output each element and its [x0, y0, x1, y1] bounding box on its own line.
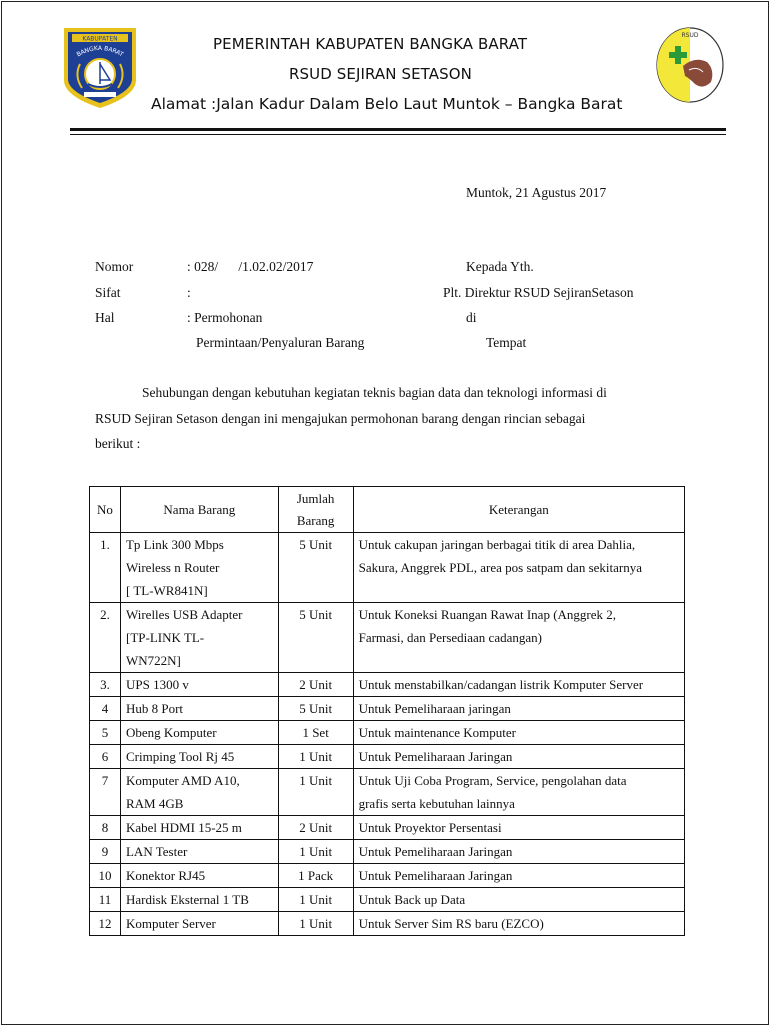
cell-name-line: Hardisk Eksternal 1 TB [125, 892, 249, 907]
cell-note-line: Untuk Pemeliharaan Jaringan [358, 844, 513, 859]
cell-name [120, 840, 278, 864]
cell-note-line: Farmasi, dan Persediaan cadangan) [358, 630, 542, 645]
header-qty-line-2: Barang [296, 512, 335, 528]
cell-name [120, 603, 278, 673]
cell-note [353, 673, 684, 697]
cell-no: 4 [90, 697, 121, 721]
recipient-line-4: Tempat [486, 335, 527, 350]
cell-name [120, 912, 278, 936]
table-row [90, 673, 685, 697]
rsud-logo-icon [655, 26, 725, 104]
table-row [90, 840, 685, 864]
cell-qty: 2 Unit [278, 816, 353, 840]
logo-right-text: RSUD [681, 32, 699, 39]
field-value-hal-continuation: Permintaan/Penyaluran Barang [196, 335, 365, 350]
field-value-nomor: : 028/ /1.02.02/2017 [187, 259, 314, 274]
field-label-nomor: Nomor [95, 259, 134, 274]
table-row [90, 888, 685, 912]
table-row [90, 697, 685, 721]
cell-no: 6 [90, 745, 121, 769]
cell-no: 5 [90, 721, 121, 745]
cell-note [353, 816, 684, 840]
recipient-line-1: Kepada Yth. [466, 259, 534, 274]
table-row [90, 533, 685, 603]
header-name: Nama Barang [120, 487, 278, 533]
cell-note [353, 697, 684, 721]
cell-no: 2. [90, 603, 121, 673]
cell-name [120, 888, 278, 912]
field-value-sifat: : [187, 285, 191, 300]
cell-name-line: WN722N] [125, 653, 181, 668]
cell-name [120, 816, 278, 840]
cell-note-line: Sakura, Anggrek PDL, area pos satpam dan sekitarnya [358, 560, 642, 575]
header-line-2: RSUD SEJIRAN SETASON [289, 65, 472, 83]
cell-name-line: UPS 1300 v [125, 677, 189, 692]
cell-name-line: Tp Link 300 Mbps [125, 537, 224, 552]
cell-name-line: Crimping Tool Rj 45 [125, 749, 235, 764]
cell-name [120, 697, 278, 721]
field-label-sifat: Sifat [95, 285, 121, 300]
cell-name-line: Komputer Server [125, 916, 216, 931]
logo-left-top-text: KABUPATEN [82, 35, 118, 43]
field-label-hal: Hal [95, 310, 115, 325]
address-text: Jalan Kadur Dalam Belo Laut Muntok – Bangka Barat [216, 95, 623, 113]
header-no: No [90, 487, 121, 533]
cell-qty: 5 Unit [278, 697, 353, 721]
cell-note [353, 769, 684, 816]
recipient-line-2: Plt. Direktur RSUD SejiranSetason [443, 285, 634, 300]
cell-no: 9 [90, 840, 121, 864]
cell-note [353, 603, 684, 673]
recipient-line-3: di [466, 310, 477, 325]
cell-note-line: Untuk maintenance Komputer [358, 725, 516, 740]
cell-note [353, 864, 684, 888]
header-qty-line-1: Jumlah [296, 490, 335, 506]
cell-name [120, 745, 278, 769]
logo-left-arc-text: BANGKA BARAT [75, 44, 125, 59]
cell-name-line: RAM 4GB [125, 796, 184, 811]
cell-name-line: Obeng Komputer [125, 725, 217, 740]
cell-name-line: [ TL-WR841N] [125, 583, 208, 598]
cell-note-line: Untuk Server Sim RS baru (EZCO) [358, 916, 544, 931]
cell-no: 11 [90, 888, 121, 912]
cell-no: 12 [90, 912, 121, 936]
cell-note-line: Untuk Uji Coba Program, Service, pengolahan data [358, 773, 627, 788]
field-value-hal: : Permohonan [187, 310, 263, 325]
table-body [90, 533, 685, 936]
cell-note-line: Untuk Pemeliharaan Jaringan [358, 868, 513, 883]
table-row [90, 769, 685, 816]
place-date: Muntok, 21 Agustus 2017 [466, 185, 607, 200]
cell-qty: 1 Unit [278, 912, 353, 936]
cell-qty: 1 Set [278, 721, 353, 745]
body-line-3: berikut : [95, 436, 141, 451]
table-row [90, 745, 685, 769]
cell-name [120, 533, 278, 603]
cell-note-line: Untuk menstabilkan/cadangan listrik Komputer Server [358, 677, 644, 692]
cell-note [353, 912, 684, 936]
cell-note-line: Untuk Back up Data [358, 892, 466, 907]
header-line-1: PEMERINTAH KABUPATEN BANGKA BARAT [213, 35, 528, 53]
cell-note [353, 888, 684, 912]
cell-name-line: [TP-LINK TL- [125, 630, 205, 645]
cell-name [120, 864, 278, 888]
table-row [90, 912, 685, 936]
cell-name-line: Konektor RJ45 [125, 868, 206, 883]
address-label: Alamat : [151, 95, 217, 113]
cell-name-line: Wireless n Router [125, 560, 220, 575]
bangka-barat-logo-icon [60, 24, 140, 110]
table-row [90, 816, 685, 840]
cell-note-line: Untuk Pemeliharaan Jaringan [358, 749, 513, 764]
cell-note-line: Untuk Proyektor Persentasi [358, 820, 502, 835]
table-row [90, 603, 685, 673]
cell-no: 3. [90, 673, 121, 697]
cell-name-line: LAN Tester [125, 844, 188, 859]
cell-note [353, 721, 684, 745]
cell-qty: 2 Unit [278, 673, 353, 697]
header-qty [278, 487, 353, 533]
cell-name [120, 769, 278, 816]
table-row [90, 864, 685, 888]
cell-qty: 5 Unit [278, 603, 353, 673]
table-header-row [90, 487, 685, 533]
cell-note-line: Untuk Pemeliharaan jaringan [358, 701, 511, 716]
header-note: Keterangan [353, 487, 684, 533]
header-address [151, 95, 623, 113]
cell-qty: 5 Unit [278, 533, 353, 603]
cell-note [353, 745, 684, 769]
cell-name [120, 721, 278, 745]
cell-qty: 1 Unit [278, 745, 353, 769]
cell-qty: 1 Unit [278, 840, 353, 864]
cell-note-line: Untuk Koneksi Ruangan Rawat Inap (Anggrek 2, [358, 607, 617, 622]
items-table [89, 486, 685, 936]
cell-no: 7 [90, 769, 121, 816]
header-rule-thin [70, 134, 726, 135]
table-row [90, 721, 685, 745]
cell-name-line: Komputer AMD A10, [125, 773, 240, 788]
cell-name-line: Hub 8 Port [125, 701, 184, 716]
cell-no: 8 [90, 816, 121, 840]
cell-no: 1. [90, 533, 121, 603]
body-line-1: Sehubungan dengan kebutuhan kegiatan teknis bagian data dan teknologi informasi di [142, 385, 607, 400]
cell-qty: 1 Pack [278, 864, 353, 888]
cell-note-line: grafis serta kebutuhan lainnya [358, 796, 515, 811]
cell-qty: 1 Unit [278, 888, 353, 912]
cell-name-line: Kabel HDMI 15-25 m [125, 820, 242, 835]
body-line-2: RSUD Sejiran Setason dengan ini mengajukan permohonan barang dengan rincian sebagai [95, 411, 586, 426]
cell-name-line: Wirelles USB Adapter [125, 607, 243, 622]
cell-qty: 1 Unit [278, 769, 353, 816]
cell-name [120, 673, 278, 697]
cell-note-line: Untuk cakupan jaringan berbagai titik di area Dahlia, [358, 537, 636, 552]
cell-no: 10 [90, 864, 121, 888]
cell-note [353, 533, 684, 603]
cell-note [353, 840, 684, 864]
header-rule-thick [70, 128, 726, 131]
